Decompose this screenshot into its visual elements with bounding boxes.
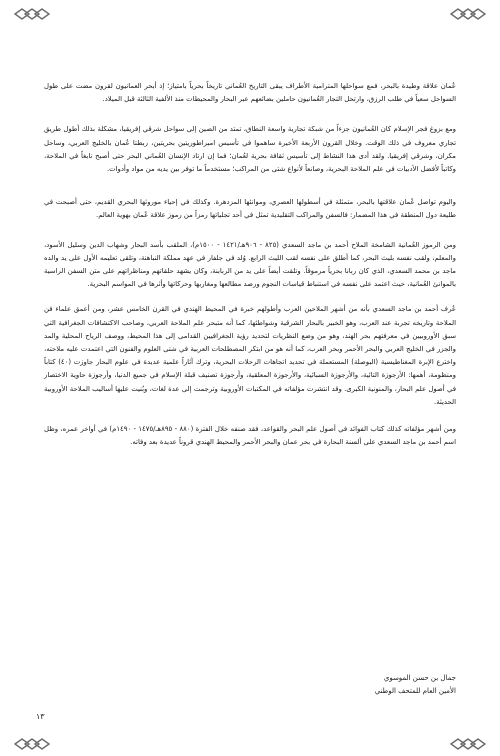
paragraph-oman-sea-relation: عُمان علاقة وطيدة بالبحر، فمع سواحلها المترامية الأطراف يبقى التاريخ العُماني تاريخاً بحرياً بامتياز؛ إذ أبحر العمانيون لقرون مضت على طول السواحل سعياً في طلب الرزق، وارتحل التجار العُمانيون حاملين بضائعهم عبر البحار والمحيطات منذ الألفية الثالثة قبل الميلاد. [44,82,456,104]
corner-ornament-bottom-left [14,738,56,750]
article-body [44,80,456,449]
corner-ornament-bottom-right [444,738,486,750]
corner-ornament-top-right [444,8,486,20]
paragraph-ahmed-bin-majid-bio: ومن الرموز العُمانية الشامخة الملاح أحمد بن ماجد السعدي (٨٢٥ - ٩٠٦هـ/١٤٢١ - ١٥٠٠م)، الملقب بأسد البحار وشهاب الدين وسليل الأسود، والمعلم، ولقب نفسه بليث البحر، كما أطلق على نفسه لقب الليث الرابع. وُلد في جلفار في عهد مملكة النباهنة، وتلقى تعليمه الأول على يد والده ماجد بن محمد السعدي، الذي كان ربانا بحرياً مرموقاً. وتلقت أيضاً على يد من الربابنة، وكان يشهد حلقاتهم ومناظراتهم على متن السفن الراسية بالموانئ العُمانية، حيث اعتمد على نفسه في استنباط قياسات النجوم ورصد مطالعها ومغاربها وحركاتها وأثرها في المواسم البحرية. [44,240,456,289]
page-number: ١٣ [36,712,45,721]
signature-title: الأمين العام للمتحف الوطني [374,687,456,695]
signature-name: جمال بن حسن الموسوي [383,674,456,682]
paragraph-famous-works: ومن أشهر مؤلفاته كذلك كتاب الفوائد في أصول علم البحر والقواعد، فقد صنفه خلال الفترة (٨٨٠ - ٨٩٥هـ/١٤٧٥ - ١٤٩٠م) في أواخر عمره، وظل اسم أحمد بن ماجد السعدي على ألسنة البحارة في بحر عمان والبحر الأحمر والمحيط الهندي قروناً عديدة بعد وفاته. [44,425,456,447]
paragraph-modern-maritime: واليوم تواصل عُمان علاقتها بالبحر، متمثلة في أسطولها العصري، وموانئها المزدهرة. وكذلك في إحياء موروثها البحري القديم، حتى أصبحت في طليعة دول المنطقة في هذا المضمار: فالسفن والمراكب التقليدية تمثل في أحد تجلياتها رمزاً من رموز علاقة عُمان بهوية العالم. [44,198,456,220]
paragraph-ahmed-bin-majid-legacy: عُرف أحمد بن ماجد السعدي بأنه من أشهر الملاحين العرب وأطولهم خبرة في المحيط الهندي في القرن الخامس عشر، ومن أعمق علماء فن الملاحة وتاريخه تجربة عند العرب، وهو الخبير بالبحار الشرقية وشواطئها، كما أنه متبحر علم الملاحة العربي، وصاحب الاكتشافات الجغرافية التي سبق الأوروبيين في معرفتهم بحر الهند، وهو من وضع النظريات لتحديد رؤية الجغرافيين القدامى إلى هذا المحيط، ووصف الرياح المحلية والمد والجزر في الخليج العربي والبحر الأحمر وبحر العرب، كما أنه هو من ابتكر المصطلحات العربية في شتى العلوم والفنون التي اعتمدت عليه ملاحته، واخترع الإبرة المغناطيسية (البوصلة) المستعملة في تحديد اتجاهات الرحلات البحرية، وترك آثاراً علمية عديدة في علوم البحار جاوزت (٤٠) كتاباً ومنظومة، أهمها: الأرجوزة التائية، والأرجوزة السبائية، والأرجوزة المعلقية، وأرجوزة تصنيف قبلة الإسلام في جميع الدنيا، وأرجوزة حاوية الاختصار في أصول علم البحار، والمنونية الكبرى. وقد انتشرت مؤلفاته في المكتبات الأوروبية وترجمت إلى عدة لغات، وبُنيت عليها أساليب الملاحة الأوروبية الحديثة. [44,305,456,406]
paragraph-islam-trade-network: ومع بزوغ فجر الإسلام كان العُمانيون جزءاً من شبكة تجارية واسعة النطاق، تمتد من الصين إلى سواحل شرقي إفريقيا، مشكلة بذلك أطول طريق تجاري معروف في ذلك الوقت. وخلال القرون الأربعة الأخيرة ساهموا في تأسيس امبراطوريتين بحريتين، ربطتا عُمان بالخليج العربي، وساحل مكران، وشرقي إفريقيا. ولقد أدى هذا النشاط إلى تأسيس ثقافة بحرية لعُمان؛ فما إن ارتاد الإنسان العُماني البحر حتى أصبح نابغاً في الملاحة، وكاتباً لأفضل الأدبيات في علم الملاحة البحرية، وصانعاً لأنواع شتى من المراكب؛ مستخدماً ما توفر بين يديه من مواد وأدوات. [44,125,456,174]
signature-block [375,672,456,698]
corner-ornament-top-left [14,8,56,20]
